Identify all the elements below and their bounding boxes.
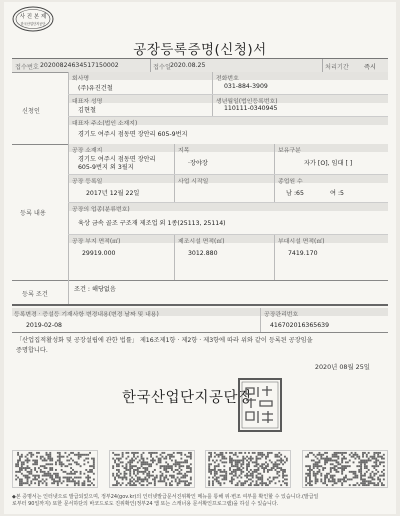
address-label: 대표자 주소(법인 소재지) xyxy=(72,121,138,127)
reg-date-label: 공장 등록일 xyxy=(72,179,103,185)
location-value-line2: 605-9번지 외 3필지 xyxy=(78,164,134,171)
receipt-date: 2020.08.25 xyxy=(170,62,206,69)
address-value: 경기도 여주시 점동면 장안리 605-9번지 xyxy=(78,131,188,138)
certification-statement xyxy=(16,336,384,356)
stamp-bottom-text: 한국산업단지공단 xyxy=(20,22,46,26)
registration-section xyxy=(12,144,388,281)
employees-female: 여 :5 xyxy=(330,190,344,197)
conditions-section xyxy=(12,280,388,306)
receipt-no-label: 접수번호 xyxy=(15,64,39,71)
statement-line2: 증명합니다. xyxy=(16,347,48,354)
receipt-bar xyxy=(12,58,388,73)
footer-notice xyxy=(12,494,388,508)
barcode-1 xyxy=(12,450,98,488)
stamp-top-text: 사 진 본 제 xyxy=(19,14,47,20)
applicant-section-label: 신청인 xyxy=(22,108,40,115)
footer-line1: ◆본 증명서는 인터넷으로 발급되었으며, 정부24(gov.kr)의 인터넷발급문서진위확인 메뉴를 통해 위·변조 여부를 확인할 수 있습니다.(발급일 xyxy=(12,494,319,500)
company-label: 회사명 xyxy=(72,76,90,82)
employees-male: 남 :65 xyxy=(286,190,304,197)
company-value: (주)유진건철 xyxy=(78,85,113,92)
receipt-date-label: 접수일 xyxy=(153,64,171,71)
conditions-value: 조건 : 해당없음 xyxy=(74,286,116,293)
barcode-4 xyxy=(302,450,388,488)
birth-label: 생년월일(법인등록번호) xyxy=(216,99,278,105)
barcode-2 xyxy=(109,450,195,488)
factory-area-value: 3012.880 xyxy=(188,250,218,257)
rep-label: 대표자 성명 xyxy=(72,99,103,105)
land-area-label: 공장 부지 면적(㎡) xyxy=(72,239,121,245)
document-title: 공장등록증명(신청)서 xyxy=(133,42,267,58)
changes-header: 등록변경 · 증설등 기재사항 변경내용(변경 날짜 및 내용) xyxy=(14,312,159,318)
mgmt-no-value: 416702016365639 xyxy=(270,322,330,329)
location-label: 공장 소재지 xyxy=(72,148,103,154)
processing-value: 즉시 xyxy=(364,64,376,71)
processing-label: 처리기간 xyxy=(325,64,349,71)
industry-label: 공장의 업종(분류번호) xyxy=(72,207,130,213)
original-copy-stamp xyxy=(12,6,54,32)
mgmt-no-label: 공장관리번호 xyxy=(264,312,299,318)
birth-value: 110111-0340945 xyxy=(224,105,278,112)
factory-area-label: 제조시설 면적(㎡) xyxy=(178,239,225,245)
op-start-label: 사업 시작일 xyxy=(178,179,209,185)
phone-label: 전화번호 xyxy=(216,76,239,82)
registration-section-label: 등록 내용 xyxy=(20,210,46,217)
land-area-value: 29919.000 xyxy=(82,250,116,257)
change-date: 2019-02-08 xyxy=(26,322,62,329)
possession-label: 보유구분 xyxy=(278,148,301,154)
issuer-name: 한국산업단지공단장 xyxy=(122,390,253,406)
certificate-sheet xyxy=(4,2,396,514)
applicant-section xyxy=(12,72,388,145)
possession-value: 자가 [O], 임대 [ ] xyxy=(304,160,353,167)
conditions-label: 등록 조건 xyxy=(22,291,48,298)
verification-barcodes xyxy=(12,450,388,490)
receipt-no: 20200824634517150002 xyxy=(40,62,119,69)
zone-value: ·장야장 xyxy=(188,160,208,167)
official-seal xyxy=(238,378,282,432)
rep-value: 김현철 xyxy=(78,107,96,114)
location-value-line1: 경기도 여주시 점동면 장안리 xyxy=(78,156,156,163)
aux-area-value: 7419.170 xyxy=(288,250,318,257)
employees-label: 종업원 수 xyxy=(278,179,303,185)
phone-value: 031-884-3909 xyxy=(224,83,268,90)
reg-date-value: 2017년 12월 22일 xyxy=(86,190,140,197)
zone-label: 지목 xyxy=(178,148,190,154)
issue-date: 2020년 08월 25일 xyxy=(314,363,370,371)
barcode-3 xyxy=(205,450,291,488)
industry-value: 육상 금속 골조 구조재 제조업 외 1종(25113, 25114) xyxy=(78,220,226,227)
aux-area-label: 부대시설 면적(㎡) xyxy=(278,239,325,245)
changes-section xyxy=(12,308,388,333)
statement-line1: 「산업집적활성화 및 공장설립에 관한 법률」 제16조제1항 · 제2항 · 제3항에 따라 위와 같이 등록된 공장임을 xyxy=(16,337,313,344)
footer-line2: 로부터 90일까지) 또한 문서하단의 바코드로도 진위확인(정부24 앱 또는 스캐너용 문서확인프로그램)을 하실 수 있습니다. xyxy=(12,501,279,507)
